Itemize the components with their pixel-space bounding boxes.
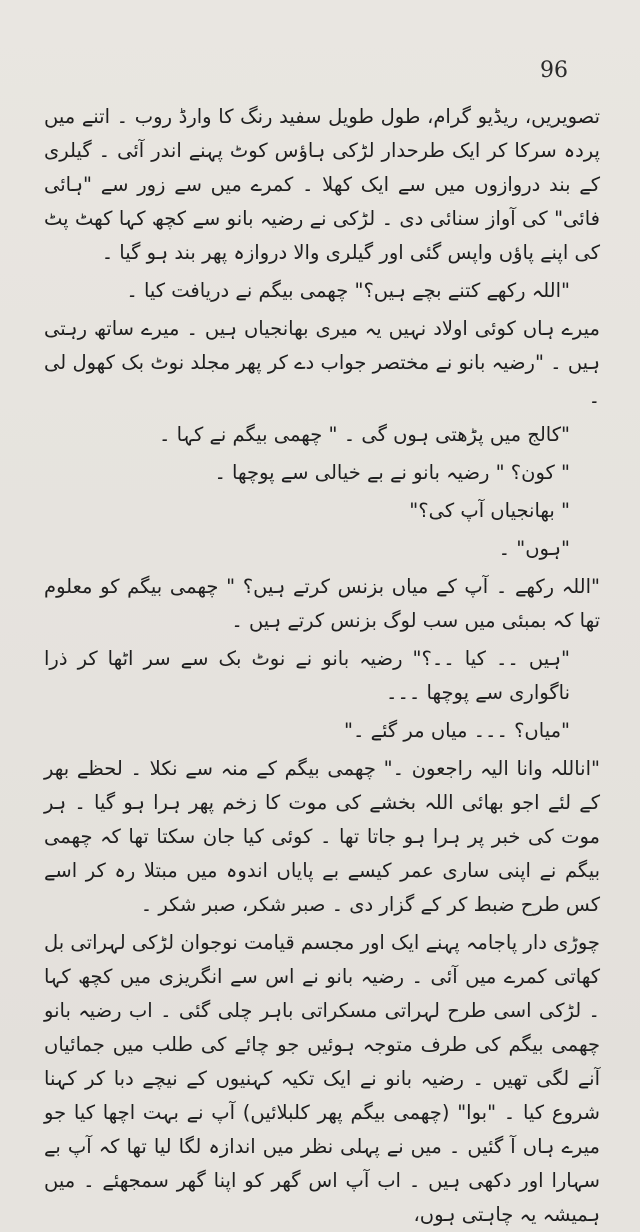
paragraph-4: "کالج میں پڑھتی ہوں گی ۔ " چھمی بیگم نے کہا ۔	[159, 423, 570, 446]
paragraph-11: "اناللہ وانا الیہ راجعون ۔" چھمی بیگم کے منہ سے نکلا ۔ لحظے بھر کے لئے اجو بھائی اللہ بخشے کی موت کا زخم پھر ہرا ہو گیا ۔ ہر موت کی خبر پر ہرا ہو جاتا تھا ۔ کوئی کیا جان سکتا تھا کہ چھمی بیگم نے اپنی ساری عمر کیسے بے پایاں اندوہ میں مبتلا رہ کر اسے کس طرح ضبط کر کے گزار دی ۔ صبر شکر، صبر شکر ۔	[44, 757, 600, 916]
paragraph-6: " بھانجیاں آپ کی؟"	[409, 499, 570, 522]
paragraph-7: "ہوں" ۔	[498, 537, 570, 560]
paragraph-1: تصویریں، ریڈیو گرام، طول طویل سفید رنگ کا وارڈ روب ۔ اتنے میں پردہ سرکا کر ایک طرحدار لڑکی ہاؤس کوٹ پہنے اندر آئی ۔ گیلری کے بند دروازوں میں سے ایک کھلا ۔ کمرے میں سے زور سے "ہائی فائی" کی آواز سنائی دی ۔ لڑکی نے رضیہ بانو سے کچھ کہا کھٹ پٹ کی اپنے پاؤں واپس گئی اور گیلری والا دروازہ پھر بند ہو گیا ۔	[44, 105, 600, 264]
paragraph-3: میرے ہاں کوئی اولاد نہیں یہ میری بھانجیاں ہیں ۔ میرے ساتھ رہتی ہیں ۔ "رضیہ بانو نے مختصر جواب دے کر پھر مجلد نوٹ بک کھول لی ۔	[44, 317, 600, 408]
page-number: 96	[540, 58, 568, 83]
paragraph-12: چوڑی دار پاجامہ پہنے ایک اور مجسم قیامت نوجوان لڑکی لہراتی بل کھاتی کمرے میں آئی ۔ رضیہ بانو نے اس سے انگریزی میں کچھ کہا ۔ لڑکی اسی طرح لہراتی مسکراتی باہر چلی گئی ۔ اب رضیہ بانو چھمی بیگم کی طرف متوجہ ہوئیں جو چائے کی طلب میں جمائیاں آنے لگی تھیں ۔ رضیہ بانو نے ایک تکیہ کہنیوں کے نیچے دبا کر کہنا شروع کیا ۔ "بوا" (چھمی بیگم پھر کلبلائیں) آپ نے بہت اچھا کیا جو میرے ہاں آ گئیں ۔ میں نے پہلی نظر میں اندازہ لگا لیا تھا کہ آپ بے سہارا اور دکھی ہیں ۔ اب آپ اس گھر کو اپنا گھر سمجھئے ۔ میں ہمیشہ یہ چاہتی ہوں،	[44, 931, 600, 1226]
paragraph-8: "اللہ رکھے ۔ آپ کے میاں بزنس کرتے ہیں؟ " چھمی بیگم کو معلوم تھا کہ بمبئی میں سب لوگ بزنس کرتے ہیں ۔	[44, 575, 600, 632]
paragraph-10: "میاں؟ ۔۔۔ میاں مر گئے ۔"	[344, 719, 570, 742]
text-body	[44, 100, 600, 1226]
paragraph-2: "اللہ رکھے کتنے بچے ہیں؟" چھمی بیگم نے دریافت کیا ۔	[126, 279, 570, 302]
paragraph-9: "ہیں ۔۔ کیا ۔۔؟" رضیہ بانو نے نوٹ بک سے سر اٹھا کر ذرا ناگواری سے پوچھا ۔۔۔	[44, 647, 570, 704]
paragraph-5: " کون؟ " رضیہ بانو نے بے خیالی سے پوچھا ۔	[214, 461, 570, 484]
